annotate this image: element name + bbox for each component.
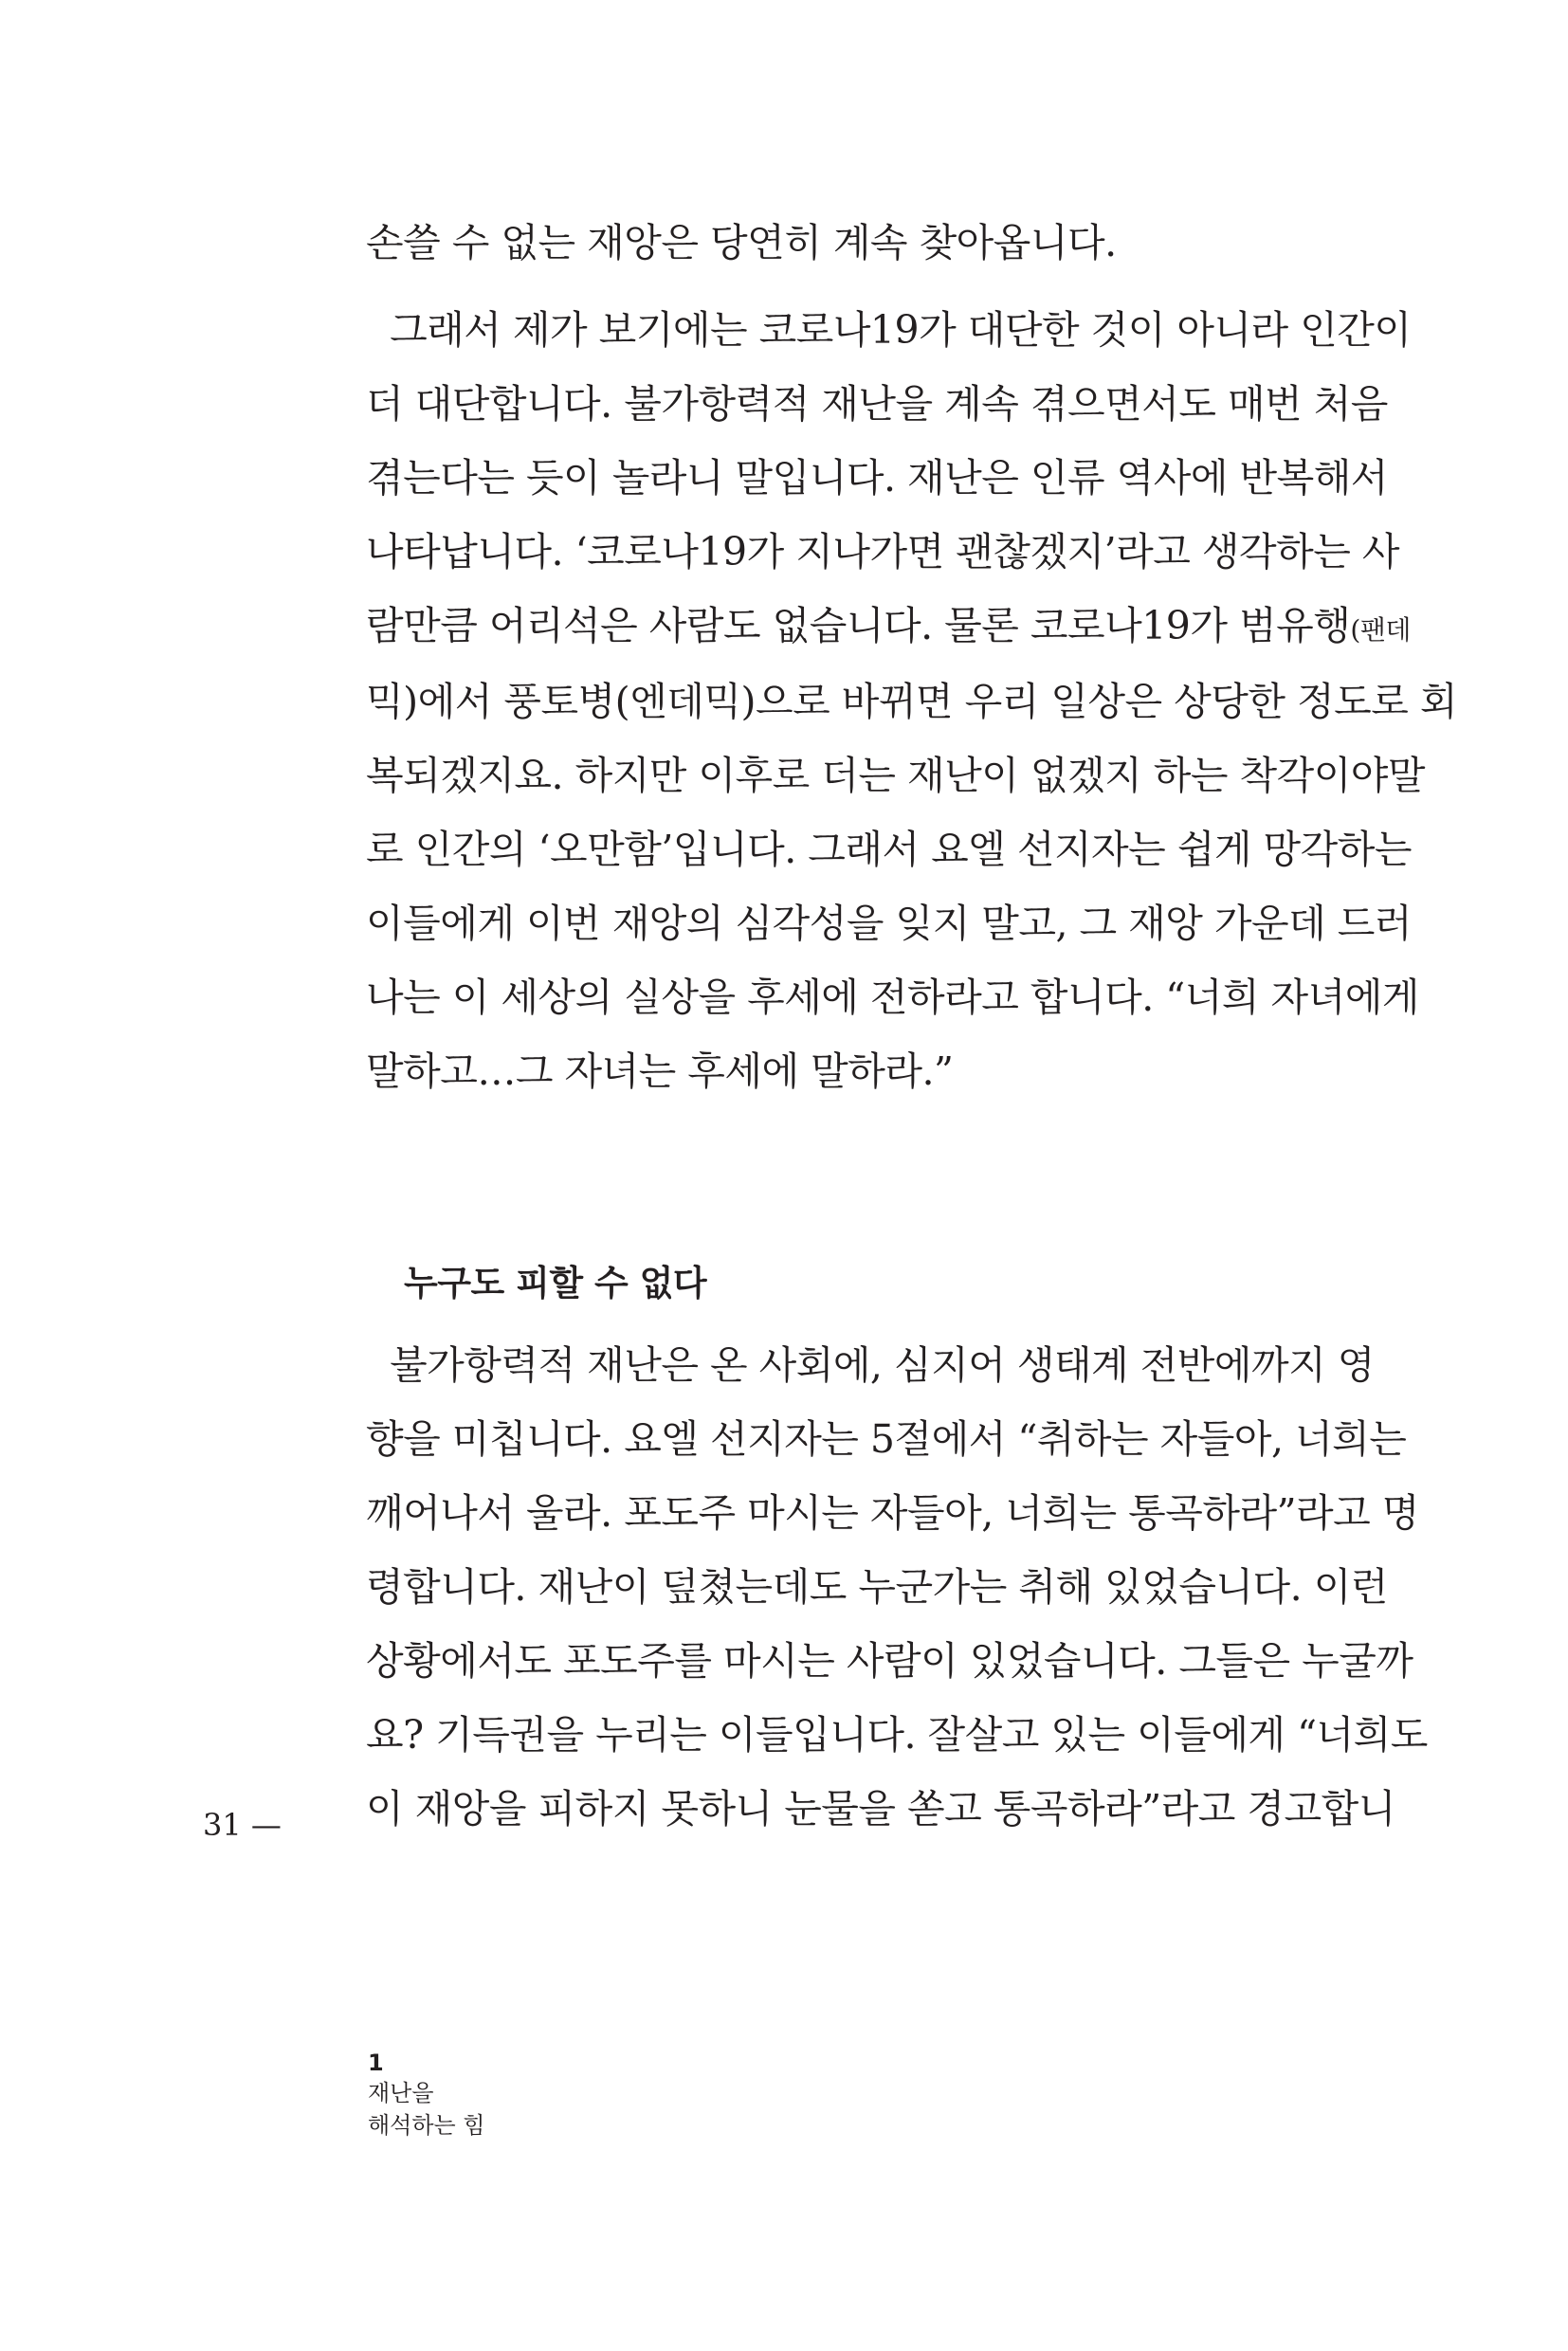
section-line-1: 불가항력적 재난은 온 사회에, 심지어 생태계 전반에까지 영 <box>366 1342 1375 1388</box>
section-line-7: 이 재앙을 피하지 못하니 눈물을 쏟고 통곡하라”라고 경고합니 <box>366 1786 1395 1832</box>
body-line-6-text: 람만큼 어리석은 사람도 없습니다. 물론 코로나19가 범유행 <box>366 603 1351 648</box>
section-line-5: 상황에서도 포도주를 마시는 사람이 있었습니다. 그들은 누굴까 <box>366 1638 1413 1684</box>
section-line-6: 요? 기득권을 누리는 이들입니다. 잘살고 있는 이들에게 “너희도 <box>366 1712 1428 1758</box>
body-line-11: 나는 이 세상의 실상을 후세에 전하라고 합니다. “너희 자녀에게 <box>366 975 1419 1020</box>
body-line-2: 그래서 제가 보기에는 코로나19가 대단한 것이 아니라 인간이 <box>366 307 1412 353</box>
section-line-4: 령합니다. 재난이 덮쳤는데도 누군가는 취해 있었습니다. 이런 <box>366 1564 1388 1610</box>
page-number: 31 — <box>203 1807 282 1843</box>
section-line-2: 향을 미칩니다. 요엘 선지자는 5절에서 “취하는 자들아, 너희는 <box>366 1416 1407 1462</box>
body-line-7: 믹)에서 풍토병(엔데믹)으로 바뀌면 우리 일상은 상당한 정도로 회 <box>366 679 1457 724</box>
body-line-4: 겪는다는 듯이 놀라니 말입니다. 재난은 인류 역사에 반복해서 <box>366 455 1388 501</box>
gloss-pandemic: (팬데 <box>1350 614 1411 646</box>
section-heading: 누구도 피할 수 없다 <box>404 1263 707 1303</box>
running-head-title-line-2: 해석하는 힘 <box>368 2112 485 2139</box>
body-line-3: 더 대단합니다. 불가항력적 재난을 계속 겪으면서도 매번 처음 <box>366 381 1388 427</box>
body-line-1: 손쓸 수 없는 재앙은 당연히 계속 찾아옵니다. <box>366 220 1117 265</box>
body-line-9: 로 인간의 ‘오만함’입니다. 그래서 요엘 선지자는 쉽게 망각하는 <box>366 827 1412 872</box>
body-line-6 <box>366 597 1411 654</box>
running-head-chapter-number: 1 <box>368 2050 384 2076</box>
body-line-8: 복되겠지요. 하지만 이후로 더는 재난이 없겠지 하는 착각이야말 <box>366 753 1426 798</box>
body-line-12: 말하고…그 자녀는 후세에 말하라.” <box>366 1048 954 1094</box>
body-line-5: 나타납니다. ‘코로나19가 지나가면 괜찮겠지’라고 생각하는 사 <box>366 529 1399 574</box>
running-head-title-line-1: 재난을 <box>368 2080 434 2106</box>
section-line-3: 깨어나서 울라. 포도주 마시는 자들아, 너희는 통곡하라”라고 명 <box>366 1490 1419 1536</box>
body-line-10: 이들에게 이번 재앙의 심각성을 잊지 말고, 그 재앙 가운데 드러 <box>366 901 1412 946</box>
